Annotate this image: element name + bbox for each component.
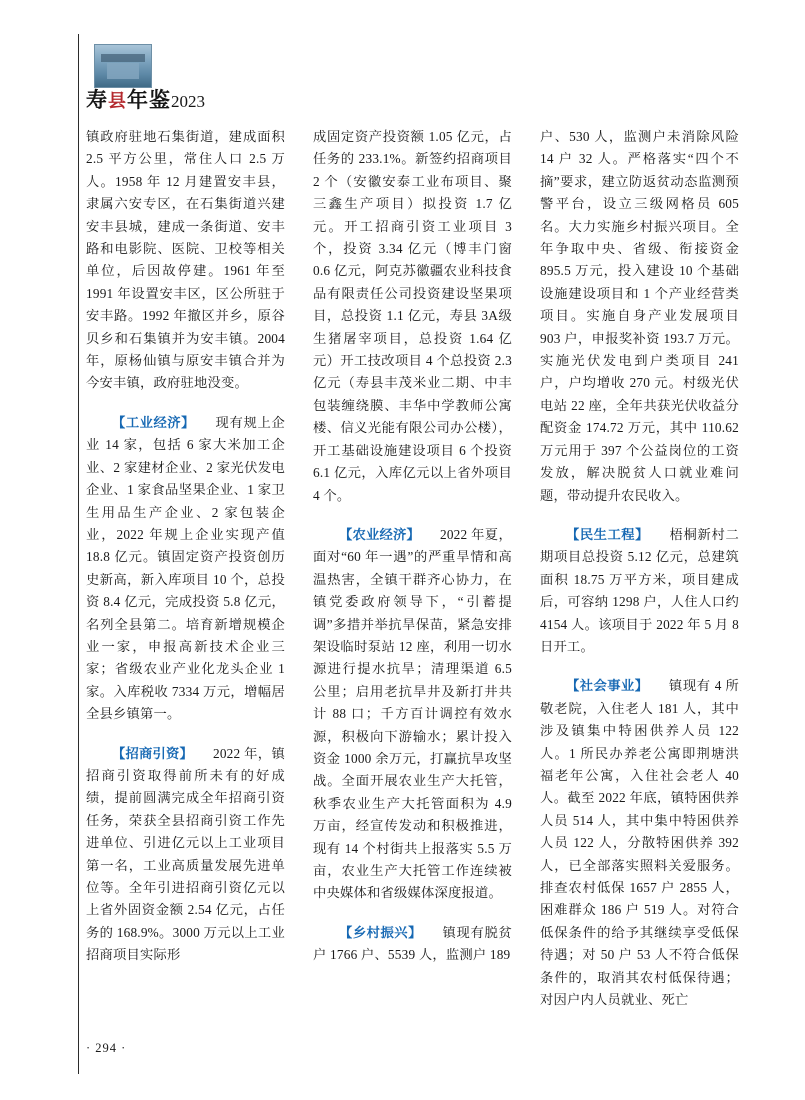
paragraph-text: 镇现有 4 所敬老院，入住老人 181 人，其中涉及镇集中特困供养人员 122 人。1 所民办养老公寓即荆塘洪福老年公寓，入住社会老人 40 人。截至 2022 年底，镇特困供养人员 514 人，其中集中特困供养人员 122 人，分散特困供养 392 人，已全部落实照料关爱服务。排查农村低保 1657 户 2855 人，困难群众 186 户 519 人。对符合低保条件的给予其继续享受低保待遇；对 50 户 53 人不符合低保条件的，取消其农村低保待遇；对因户内人员就业、死亡 bbox=[540, 678, 740, 1008]
paragraph-investment-attraction bbox=[86, 743, 285, 967]
page-header bbox=[86, 44, 286, 116]
paragraph-text: 成固定资产投资额 1.05 亿元，占任务的 233.1%。新签约招商项目 2 个（安徽安泰工业布项目、聚三鑫生产项目）拟投资 1.7 亿元。开工招商引资工业项目 3 个，投资 3.34 亿元（博丰门窗 0.6 亿元，阿克苏徽疆农业科技食品有限责任公司投资建设坚果项目，总投资 1.1 亿元，寿县 3A级生猪屠宰项目，总投资 1.64 亿元）开工技改项目 4 个总投资 2.3 亿元（寿县丰茂米业二期、中丰包装缠绕膜、丰华中学教师公寓楼、信义光能有限公司办公楼），开工基础设施建设项目 6 个投资 6.1 亿元，入库亿元以上省外项目 4 个。 bbox=[313, 129, 512, 503]
paragraph-continuation bbox=[86, 126, 285, 395]
paragraph-agricultural-economy bbox=[313, 524, 512, 905]
paragraph-text: 镇政府驻地石集街道，建成面积 2.5 平方公里，常住人口 2.5 万人。1958 年 12 月建置安丰县，隶属六安专区，在石集街道兴建安丰县城，建成一条街道、安丰路和电影院、医院、卫校等相关单位，后因故停建。1961 年至 1991 年设置安丰区，区公所驻于安丰路。1992 年撤区并乡，原谷贝乡和石集镇并为安丰镇。2004 年，原杨仙镇与原安丰镇合并为今安丰镇，政府驻地没变。 bbox=[86, 129, 285, 391]
paragraph-social-undertakings bbox=[540, 675, 739, 1011]
column-1 bbox=[86, 126, 285, 1026]
yearbook-cover-image bbox=[94, 44, 152, 88]
yearbook-title bbox=[86, 84, 205, 114]
paragraph-continuation bbox=[313, 126, 512, 507]
logo-year: 2023 bbox=[171, 92, 205, 111]
section-tag-investment-attraction: 【招商引资】 bbox=[112, 745, 193, 761]
paragraph-text: 镇现有脱贫户 1766 户、5539 人，监测户 189 bbox=[313, 924, 513, 963]
paragraph-rural-revitalization bbox=[313, 922, 512, 967]
paragraph-industrial-economy bbox=[86, 412, 285, 726]
paragraph-text: 2022 年夏，面对“60 年一遇”的严重旱情和高温热害，全镇干群齐心协力，在镇党委政府领导下，“引蓄提调”多措并举抗旱保苗，紧急安排架设临时泵站 12 座，利用一切水源进行提水抗旱；清理渠道 6.5 公里；启用老抗旱井及新打井共计 88 口；千方百计调控有效水源，积极向下游输水；累计投入资金 1000 余万元，打赢抗旱攻坚战。全面开展农业生产大托管，秋季农业生产大托管面积为 4.9 万亩，经宣传发动和积极推进，现有 14 个村街共上报落实 5.5 万亩，农业生产大托管工作连续被中央媒体和省级媒体深度报道。 bbox=[313, 526, 512, 901]
section-tag-agricultural-economy: 【农业经济】 bbox=[339, 526, 420, 542]
paragraph-text: 户、530 人，监测户未消除风险 14 户 32 人。严格落实“四个不摘”要求，建立防返贫动态监测预警平台，设立三级网格员 605 名。大力实施乡村振兴项目。全年争取中央、省级、衔接资金 895.5 万元，投入建设 10 个基础设施建设项目和 1 个产业经营类项目。实施自身产业发展项目 903 户，申报奖补资 193.7 万元。实施光伏发电到户类项目 241 户，户均增收 270 元。村级光伏电站 22 座，全年共获光伏收益分配资金 174.72 万元，其中 110.62 万元用于 397 个公益岗位的工资发放，解决脱贫人口就业难问题，带动提升农民收入。 bbox=[540, 129, 739, 503]
paragraph-text: 2022 年，镇招商引资取得前所未有的好成绩，提前圆满完成全年招商引资任务，荣获全县招商引资工作先进单位、引进亿元以上工业项目第一名，工业高质量发展先进单位等。全年引进招商引资亿元以上省外固资金额 2.54 亿元，占任务的 168.9%。3000 万元以上工业招商项目实际形 bbox=[86, 745, 285, 963]
section-tag-social-undertakings: 【社会事业】 bbox=[566, 678, 649, 694]
paragraph-livelihood-projects bbox=[540, 524, 739, 658]
section-tag-rural-revitalization: 【乡村振兴】 bbox=[339, 924, 422, 940]
section-tag-livelihood-projects: 【民生工程】 bbox=[566, 526, 649, 542]
paragraph-text: 梧桐新村二期项目总投资 5.12 亿元，总建筑面积 18.75 万平方米，项目建成后，可容纳 1298 户，人住人口约 4154 人。该项目于 2022 年 5 月 8 日开工。 bbox=[540, 526, 740, 654]
page-left-rule bbox=[78, 34, 79, 1074]
logo-main-character: 寿 bbox=[86, 88, 108, 112]
column-2 bbox=[313, 126, 512, 1026]
page-number: · 294 · bbox=[86, 1041, 127, 1055]
logo-red-character: 县 bbox=[108, 91, 127, 111]
paragraph-text: 现有规上企业 14 家，包括 6 家大米加工企业、2 家建材企业、2 家光伏发电企业、1 家食品坚果企业、1 家卫生用品生产企业、2 家包装企业，2022 年规上企业实现产值 18.8 亿元。镇固定资产投资创历史新高，新入库项目 10 个，总投资 8.4 亿元，完成投资 5.8 亿元，名列全县第二。培育新增规模企业一家，申报高新技术企业三家；省级农业产业化龙头企业 1 家。入库税收 7334 万元，增幅居全县乡镇第一。 bbox=[86, 414, 286, 722]
article-columns bbox=[86, 126, 740, 1026]
logo-sub-characters: 年鉴 bbox=[127, 88, 171, 112]
paragraph-continuation bbox=[540, 126, 739, 507]
column-3 bbox=[540, 126, 739, 1026]
section-tag-industrial-economy: 【工业经济】 bbox=[112, 414, 195, 430]
